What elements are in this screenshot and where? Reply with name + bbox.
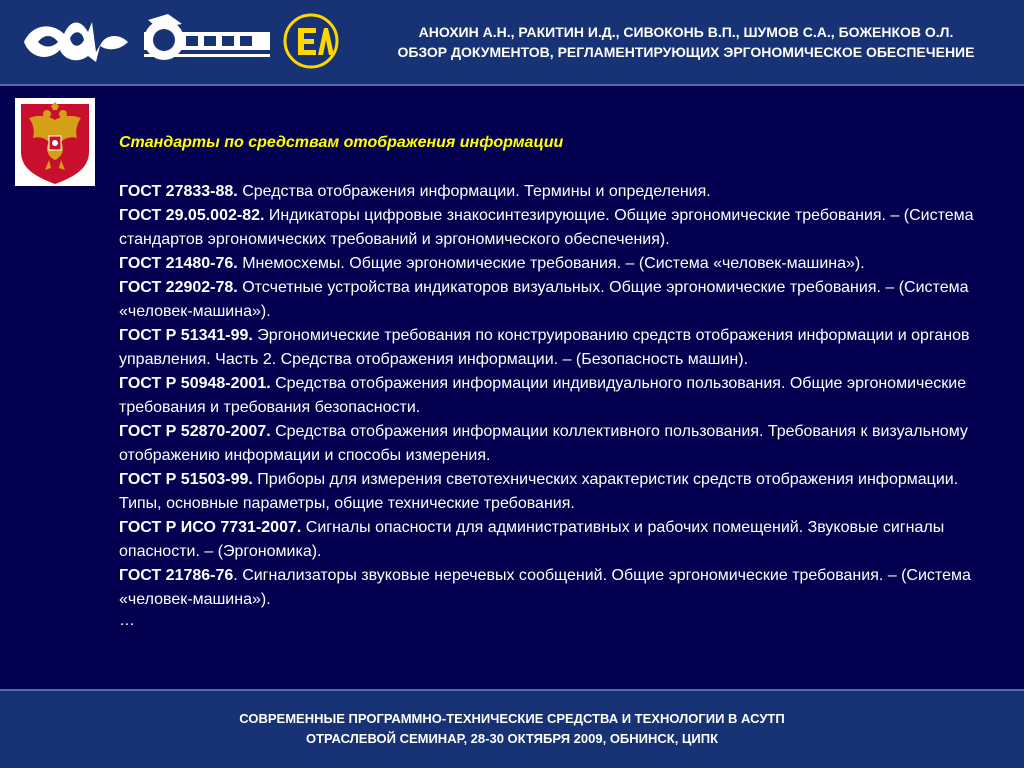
standard-description: Отсчетные устройства индикаторов визуальных. Общие эргономические требования. – (Система «человек-машина»). — [119, 279, 969, 320]
footer-text — [0, 709, 1024, 749]
list-item — [119, 516, 989, 564]
standard-description: . Сигнализаторы звуковые неречевых сообщений. Общие эргономические требования. – (Система «человек-машина»). — [119, 567, 971, 608]
footer-line-2: ОТРАСЛЕВОЙ СЕМИНАР, 28-30 ОКТЯБРЯ 2009, ОБНИНСК, ЦИПК — [305, 731, 719, 746]
standard-description: Приборы для измерения светотехнических характеристик средств отображения информации. Типы, основные параметры, общие технические требования. — [119, 471, 959, 512]
standard-code: ГОСТ Р 51503-99. — [119, 471, 253, 488]
header-authors: АНОХИН А.Н., РАКИТИН И.Д., СИВОКОНЬ В.П., ШУМОВ С.А., БОЖЕНКОВ О.Л. — [418, 24, 954, 40]
standard-code: ГОСТ 22902-78. — [119, 279, 238, 296]
standard-code: ГОСТ Р 52870-2007. — [119, 423, 271, 440]
list-item — [119, 204, 989, 252]
header-divider — [0, 84, 1024, 86]
standard-description: Средства отображения информации индивидуального пользования. Общие эргономические требования и требования безопасности. — [119, 375, 967, 416]
main-content — [119, 132, 989, 630]
org-logo-1 — [22, 12, 132, 68]
org-logo-2 — [138, 10, 278, 70]
standard-code: ГОСТ 27833-88. — [119, 183, 238, 200]
standard-code: ГОСТ Р 50948-2001. — [119, 375, 271, 392]
list-item — [119, 564, 989, 612]
list-item — [119, 420, 989, 468]
standard-description: Средства отображения информации коллективного пользования. Требования к визуальному отображению информации и способы измерения. — [119, 423, 968, 464]
list-item — [119, 324, 989, 372]
list-item — [119, 372, 989, 420]
list-item — [119, 276, 989, 324]
list-item — [119, 252, 989, 276]
header-text — [366, 22, 1006, 62]
standards-list — [119, 180, 989, 612]
list-item — [119, 468, 989, 516]
section-title: Стандарты по средствам отображения информации — [119, 134, 564, 151]
continuation-ellipsis: … — [119, 612, 135, 629]
standard-description: Средства отображения информации. Термины и определения. — [237, 183, 711, 200]
standard-description: Сигналы опасности для административных и рабочих помещений. Звуковые сигналы опасности. – (Эргономика). — [119, 519, 945, 560]
standard-code: ГОСТ 29.05.002-82. — [119, 207, 265, 224]
standard-code: ГОСТ Р ИСО 7731-2007. — [119, 519, 302, 536]
standard-code: ГОСТ 21786-76 — [119, 567, 234, 584]
list-item — [119, 180, 989, 204]
standard-code: ГОСТ Р 51341-99. — [119, 327, 253, 344]
russian-coat-of-arms-icon — [15, 98, 95, 186]
standard-description: Эргономические требования по конструированию средств отображения информации и органов управления. Часть 2. Средства отображения информации. – (Безопасность машин). — [119, 327, 970, 368]
header-bar — [0, 0, 1024, 84]
footer-line-1: СОВРЕМЕННЫЕ ПРОГРАММНО-ТЕХНИЧЕСКИЕ СРЕДСТВА И ТЕХНОЛОГИИ В АСУТП — [239, 711, 785, 726]
standard-code: ГОСТ 21480-76. — [119, 255, 238, 272]
header-title: ОБЗОР ДОКУМЕНТОВ, РЕГЛАМЕНТИРУЮЩИХ ЭРГОНОМИЧЕСКОЕ ОБЕСПЕЧЕНИЕ — [397, 44, 975, 60]
footer-bar — [0, 691, 1024, 768]
standard-description: Индикаторы цифровые знакосинтезирующие. Общие эргономические требования. – (Система стандартов эргономических требований и эргономического обеспечения). — [119, 207, 974, 248]
org-logo-3 — [282, 12, 340, 70]
standard-description: Мнемосхемы. Общие эргономические требования. – (Система «человек-машина»). — [237, 255, 865, 272]
